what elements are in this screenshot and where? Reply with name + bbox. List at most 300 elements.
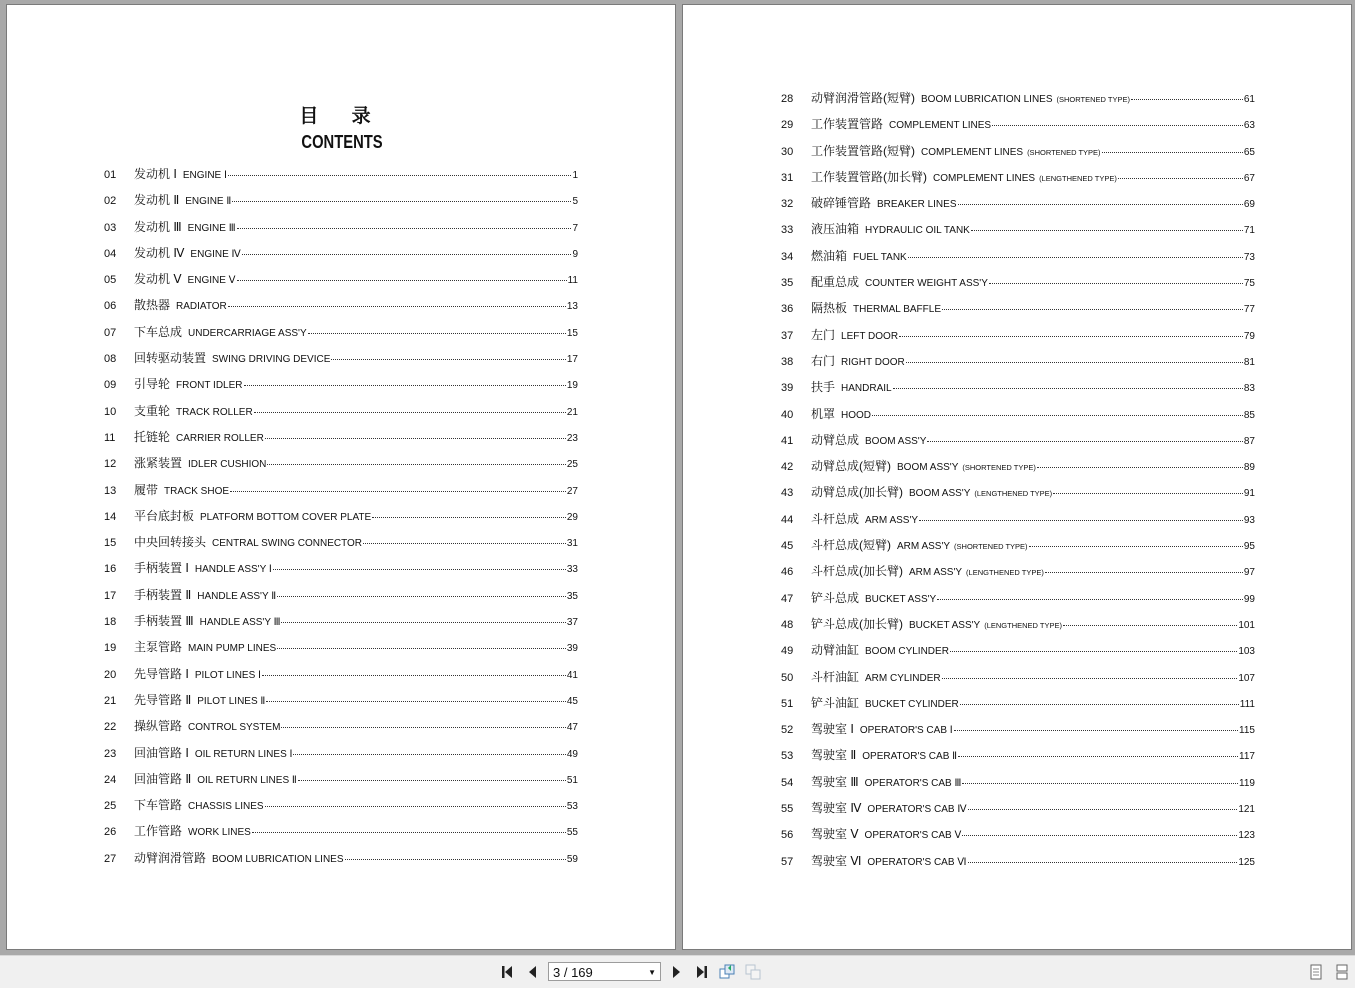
entry-page-number: 9	[572, 248, 578, 260]
entry-number: 44	[781, 513, 794, 526]
entry-title-chinese: 工作装置管路(加长臂)	[811, 169, 927, 184]
entry-page-number: 51	[566, 774, 578, 786]
entry-page-number: 39	[566, 643, 578, 655]
entry-page-number: 31	[566, 538, 578, 550]
entry-title-chinese: 发动机 Ⅲ	[134, 219, 182, 234]
entry-title-chinese: 铲斗总成(加长臂)	[811, 616, 903, 631]
dot-leader	[277, 596, 566, 597]
continuous-view-icon[interactable]	[1334, 964, 1350, 980]
entry-page-number: 11	[567, 275, 578, 287]
entry-title-chinese: 破碎锤管路	[811, 196, 872, 211]
entry-number: 09	[104, 379, 117, 392]
entry-page-number: 1	[572, 170, 578, 181]
entry-title-english: IDLER CUSHION	[188, 459, 267, 471]
toc-entry[interactable]	[781, 536, 1255, 562]
dot-leader	[958, 204, 1243, 205]
toc-entry[interactable]	[104, 481, 578, 507]
dot-leader	[962, 835, 1237, 836]
dot-leader	[950, 651, 1237, 652]
toc-entry[interactable]	[781, 825, 1255, 851]
entry-note: (LENGTHENED TYPE)	[974, 489, 1053, 499]
entry-number: 34	[781, 250, 794, 263]
toc-entry[interactable]	[104, 507, 578, 533]
entry-title-chinese: 主泵管路	[134, 640, 183, 655]
entry-number: 25	[104, 800, 117, 813]
entry-number: 46	[781, 566, 794, 579]
entry-number: 29	[781, 119, 794, 132]
entry-page-number: 75	[1243, 278, 1255, 290]
dot-leader	[927, 441, 1242, 442]
entry-note: (LENGTHENED TYPE)	[1039, 173, 1117, 183]
entry-number: 48	[781, 618, 794, 631]
dot-leader	[968, 809, 1238, 810]
toc-entry[interactable]	[104, 270, 578, 296]
entry-title-chinese: 平台底封板	[134, 508, 195, 523]
entry-number: 38	[781, 355, 794, 368]
entry-page-number: 55	[566, 827, 578, 839]
dot-leader	[230, 491, 566, 492]
entry-number: 30	[781, 145, 794, 158]
toc-entry[interactable]	[104, 691, 578, 717]
entry-title-chinese: 动臂总成(加长臂)	[811, 485, 903, 500]
toc-entry[interactable]	[104, 402, 578, 428]
toc-entry[interactable]	[781, 115, 1255, 141]
entry-number: 18	[104, 616, 117, 629]
entry-number: 05	[104, 274, 117, 287]
toc-entry[interactable]	[104, 218, 578, 244]
dot-leader	[267, 464, 566, 465]
toc-entry[interactable]	[781, 799, 1255, 825]
entry-title-english: HOOD	[841, 409, 872, 421]
previous-page-icon[interactable]	[525, 964, 541, 980]
toc-entry[interactable]	[781, 852, 1255, 878]
entry-title-english: ARM ASS'Y	[897, 541, 951, 553]
toc-entry[interactable]	[104, 638, 578, 664]
entry-title-chinese: 驾驶室 Ⅵ	[811, 853, 862, 868]
toc-entry[interactable]	[781, 773, 1255, 799]
toc-entry[interactable]	[781, 378, 1255, 404]
page-indicator: 3 / 169	[553, 965, 593, 980]
entry-title-chinese: 驾驶室 Ⅴ	[811, 827, 859, 842]
previous-view-icon[interactable]	[719, 964, 735, 980]
toc-entry[interactable]	[781, 273, 1255, 299]
entry-page-number: 61	[1243, 94, 1255, 105]
entry-title-chinese: 驾驶室 Ⅳ	[811, 801, 862, 816]
toc-entry[interactable]	[104, 296, 578, 322]
dot-leader	[989, 283, 1243, 284]
entry-title-english: BUCKET CYLINDER	[865, 698, 959, 710]
dot-leader	[265, 438, 566, 439]
entry-title-english: UNDERCARRIAGE ASS'Y	[188, 327, 307, 339]
toc-entry[interactable]	[104, 349, 578, 375]
dot-leader	[1118, 178, 1243, 179]
dot-leader	[942, 309, 1243, 310]
toc-entry[interactable]	[781, 168, 1255, 194]
chevron-down-icon: ▼	[648, 968, 656, 977]
entry-title-english: MAIN PUMP LINES	[188, 643, 277, 655]
entry-title-english: CENTRAL SWING CONNECTOR	[212, 538, 363, 550]
dot-leader	[237, 228, 572, 229]
document-page-right	[682, 4, 1352, 950]
toc-entry[interactable]	[104, 744, 578, 770]
page-number-select[interactable]	[548, 962, 661, 981]
entry-title-english: OPERATOR'S CAB Ⅳ	[867, 804, 967, 816]
toc-entry[interactable]	[104, 770, 578, 796]
entry-title-english: BUCKET ASS'Y	[865, 593, 937, 605]
toc-entry[interactable]	[781, 431, 1255, 457]
dot-leader	[1102, 152, 1243, 153]
entry-title-english: ENGINE Ⅰ	[182, 170, 227, 181]
entry-number: 57	[781, 855, 794, 868]
entry-page-number: 17	[566, 354, 578, 366]
entry-title-english: THERMAL BAFFLE	[853, 304, 941, 316]
toc-entry[interactable]	[781, 720, 1255, 746]
entry-title-english: BOOM LUBRICATION LINES	[921, 94, 1053, 105]
entry-page-number: 79	[1243, 330, 1255, 342]
entry-title-english: ENGINE Ⅲ	[187, 222, 236, 234]
entry-title-english: ENGINE Ⅱ	[185, 196, 232, 208]
toc-entry[interactable]	[781, 194, 1255, 220]
toc-entry[interactable]	[781, 615, 1255, 641]
entry-page-number: 95	[1243, 541, 1255, 553]
entry-number: 22	[104, 721, 117, 734]
entry-title-english: BOOM ASS'Y	[897, 462, 959, 474]
last-page-icon[interactable]	[693, 964, 709, 980]
entry-note: (SHORTENED TYPE)	[1056, 95, 1130, 104]
dot-leader	[228, 175, 571, 176]
dot-leader	[281, 622, 565, 623]
entry-page-number: 71	[1243, 225, 1255, 237]
entry-title-english: OPERATOR'S CAB Ⅱ	[862, 751, 958, 763]
dot-leader	[281, 727, 565, 728]
dot-leader	[228, 306, 566, 307]
toc-entry[interactable]	[781, 510, 1255, 536]
entry-page-number: 85	[1243, 409, 1255, 421]
entry-number: 56	[781, 829, 794, 842]
toc-entry[interactable]	[104, 244, 578, 270]
dot-leader	[906, 362, 1243, 363]
entry-title-english: BREAKER LINES	[877, 199, 957, 211]
entry-page-number: 69	[1243, 199, 1255, 211]
entry-title-english: FRONT IDLER	[176, 380, 243, 392]
entry-title-chinese: 工作装置管路	[811, 117, 884, 132]
document-page-left	[6, 4, 676, 950]
entry-title-english: HANDLE ASS'Y Ⅲ	[199, 617, 281, 629]
entry-title-chinese: 液压油箱	[811, 222, 860, 237]
entry-title-chinese: 铲斗总成	[811, 590, 860, 605]
toc-entry[interactable]	[781, 562, 1255, 588]
entry-title-english: HANDLE ASS'Y Ⅱ	[197, 590, 277, 602]
entry-number: 32	[781, 198, 794, 211]
entry-title-chinese: 履带	[134, 482, 159, 497]
entry-number: 40	[781, 408, 794, 421]
entry-title-chinese: 动臂总成	[811, 432, 860, 447]
entry-number: 12	[104, 458, 117, 471]
dot-leader	[262, 675, 566, 676]
entry-title-chinese: 工作管路	[134, 824, 183, 839]
entry-title-english: TRACK ROLLER	[176, 406, 253, 418]
entry-title-chinese: 回油管路 Ⅱ	[134, 771, 192, 786]
dot-leader	[277, 648, 566, 649]
entry-page-number: 99	[1243, 593, 1255, 605]
entry-title-english: RADIATOR	[176, 301, 227, 313]
entry-number: 02	[104, 195, 117, 208]
entry-page-number: 103	[1238, 646, 1255, 658]
entry-page-number: 49	[566, 748, 578, 760]
toc-title-english: CONTENTS	[301, 132, 383, 152]
entry-title-chinese: 斗杆油缸	[811, 669, 860, 684]
dot-leader	[331, 359, 566, 360]
entry-title-english: ENGINE Ⅳ	[190, 248, 241, 260]
next-view-icon[interactable]	[745, 964, 761, 980]
entry-title-chinese: 手柄装置 Ⅰ	[134, 561, 189, 576]
toc-entry[interactable]	[104, 191, 578, 217]
dot-leader	[252, 832, 566, 833]
dot-leader	[942, 678, 1238, 679]
dot-leader	[899, 336, 1243, 337]
entry-title-chinese: 动臂润滑管路(短臂)	[811, 91, 915, 105]
entry-page-number: 87	[1243, 435, 1255, 447]
dot-leader	[273, 569, 566, 570]
entry-page-number: 119	[1239, 777, 1255, 789]
entry-title-english: COMPLEMENT LINES	[933, 172, 1036, 184]
dot-leader	[308, 333, 566, 334]
entry-number: 35	[781, 277, 794, 290]
entry-page-number: 37	[566, 617, 578, 629]
entry-title-english: ARM ASS'Y	[909, 567, 963, 579]
entry-number: 23	[104, 747, 117, 760]
navigation-toolbar	[0, 955, 1355, 988]
entry-title-english: BOOM CYLINDER	[865, 646, 949, 658]
entry-page-number: 123	[1238, 830, 1255, 842]
entry-number: 06	[104, 300, 117, 313]
entry-title-english: OPERATOR'S CAB Ⅴ	[864, 830, 962, 842]
dot-leader	[1037, 467, 1243, 468]
entry-number: 42	[781, 461, 794, 474]
dot-leader	[1131, 99, 1243, 100]
dot-leader	[242, 254, 572, 255]
entry-note: (SHORTENED TYPE)	[954, 542, 1028, 552]
entry-title-chinese: 发动机 Ⅱ	[134, 193, 180, 208]
entry-title-chinese: 发动机 Ⅰ	[134, 167, 177, 181]
toc-entry[interactable]	[781, 299, 1255, 325]
toc-entry[interactable]	[104, 796, 578, 822]
entry-title-chinese: 回油管路 Ⅰ	[134, 745, 189, 760]
toc-entry[interactable]	[104, 323, 578, 349]
entry-title-chinese: 先导管路 Ⅰ	[134, 666, 189, 681]
entry-title-chinese: 手柄装置 Ⅲ	[134, 614, 194, 629]
entry-number: 08	[104, 353, 117, 366]
entry-title-english: ARM ASS'Y	[865, 514, 919, 526]
entry-title-chinese: 扶手	[811, 380, 836, 395]
entry-title-chinese: 斗杆总成(加长臂)	[811, 564, 903, 579]
toc-entry[interactable]	[104, 165, 578, 191]
toc-entry[interactable]	[781, 457, 1255, 483]
entry-title-chinese: 工作装置管路(短臂)	[811, 143, 915, 158]
entry-page-number: 29	[566, 511, 578, 523]
dot-leader	[872, 415, 1243, 416]
entry-page-number: 111	[1239, 698, 1255, 710]
entry-title-chinese: 操纵管路	[134, 719, 183, 734]
entry-title-chinese: 斗杆总成	[811, 511, 860, 526]
dot-leader	[908, 257, 1243, 258]
entry-note: (SHORTENED TYPE)	[962, 463, 1036, 473]
toc-entry[interactable]	[104, 849, 578, 875]
entry-number: 26	[104, 826, 117, 839]
dot-leader	[919, 520, 1243, 521]
toc-entry[interactable]	[781, 352, 1255, 378]
first-page-icon[interactable]	[500, 964, 516, 980]
entry-number: 21	[104, 694, 117, 707]
toc-entry[interactable]	[781, 589, 1255, 615]
entry-page-number: 7	[572, 222, 578, 234]
toc-entry[interactable]	[104, 612, 578, 638]
entry-title-english: BUCKET ASS'Y	[909, 619, 981, 631]
toc-entry[interactable]	[104, 559, 578, 585]
entry-page-number: 53	[566, 801, 578, 813]
toc-entry[interactable]	[781, 746, 1255, 772]
toc-entry[interactable]	[781, 694, 1255, 720]
entry-title-english: RIGHT DOOR	[841, 356, 905, 368]
entry-page-number: 59	[566, 853, 578, 865]
toc-entry[interactable]	[104, 533, 578, 559]
entry-page-number: 65	[1243, 146, 1255, 158]
dot-leader	[1063, 625, 1237, 626]
entry-title-chinese: 先导管路 Ⅱ	[134, 692, 192, 707]
entry-title-chinese: 动臂润滑管路	[134, 850, 207, 865]
entry-number: 31	[781, 171, 794, 184]
entry-page-number: 13	[566, 301, 578, 313]
toc-entry[interactable]	[104, 586, 578, 612]
entry-number: 39	[781, 382, 794, 395]
entry-title-english: OPERATOR'S CAB Ⅲ	[864, 777, 962, 789]
entry-title-chinese: 左门	[811, 327, 836, 342]
dot-leader	[265, 806, 566, 807]
dot-leader	[363, 543, 566, 544]
entry-number: 13	[104, 484, 117, 497]
entry-number: 16	[104, 563, 117, 576]
entry-title-chinese: 下车管路	[134, 798, 183, 813]
toc-list	[781, 89, 1255, 878]
entry-number: 51	[781, 697, 794, 710]
entry-page-number: 77	[1243, 304, 1255, 316]
entry-number: 43	[781, 487, 794, 500]
toc-entry[interactable]	[781, 641, 1255, 667]
dot-leader	[968, 862, 1238, 863]
dot-leader	[266, 701, 566, 702]
entry-title-chinese: 配重总成	[811, 275, 860, 290]
entry-title-english: FUEL TANK	[853, 251, 907, 263]
entry-page-number: 21	[566, 406, 578, 418]
entry-title-chinese: 回转驱动装置	[134, 351, 207, 366]
entry-number: 41	[781, 434, 794, 447]
toc-entry[interactable]	[781, 326, 1255, 352]
entry-title-chinese: 驾驶室 Ⅱ	[811, 748, 857, 763]
entry-title-english: CHASSIS LINES	[188, 801, 264, 813]
dot-leader	[232, 201, 571, 202]
entry-title-english: BOOM ASS'Y	[865, 435, 927, 447]
entry-title-chinese: 散热器	[134, 298, 171, 313]
toc-entry[interactable]	[104, 665, 578, 691]
entry-title-chinese: 动臂油缸	[811, 643, 860, 658]
dot-leader	[1045, 572, 1243, 573]
entry-number: 47	[781, 592, 794, 605]
entry-number: 37	[781, 329, 794, 342]
entry-title-english: HANDRAIL	[841, 383, 892, 395]
toc-entry[interactable]	[104, 822, 578, 848]
entry-title-english: ARM CYLINDER	[865, 672, 941, 684]
entry-title-english: LEFT DOOR	[841, 330, 899, 342]
entry-title-chinese: 驾驶室 Ⅲ	[811, 774, 859, 789]
entry-page-number: 115	[1239, 725, 1255, 737]
entry-title-english: WORK LINES	[188, 827, 251, 839]
entry-page-number: 5	[572, 196, 578, 208]
toc-entry[interactable]	[104, 454, 578, 480]
entry-page-number: 35	[566, 590, 578, 602]
dot-leader	[954, 730, 1238, 731]
dot-leader	[937, 599, 1243, 600]
dot-leader	[237, 280, 567, 281]
dot-leader	[1053, 493, 1243, 494]
entry-page-number: 19	[566, 380, 578, 392]
toc-entry[interactable]	[781, 89, 1255, 115]
dot-leader	[960, 704, 1239, 705]
entry-title-english: HYDRAULIC OIL TANK	[865, 225, 970, 237]
entry-number: 17	[104, 589, 117, 602]
entry-number: 28	[781, 93, 794, 105]
entry-note: (SHORTENED TYPE)	[1027, 147, 1101, 157]
entry-page-number: 97	[1243, 567, 1255, 579]
entry-title-english: SWING DRIVING DEVICE	[212, 354, 331, 366]
dot-leader	[345, 859, 566, 860]
entry-title-chinese: 发动机 Ⅳ	[134, 245, 185, 260]
entry-number: 55	[781, 803, 794, 816]
entry-title-chinese: 托链轮	[134, 429, 171, 444]
entry-title-chinese: 右门	[811, 353, 836, 368]
dot-leader	[244, 385, 566, 386]
toc-entry[interactable]	[104, 717, 578, 743]
entry-title-chinese: 隔热板	[811, 301, 848, 316]
toc-list	[104, 165, 578, 875]
entry-page-number: 107	[1238, 672, 1255, 684]
entry-note: (LENGTHENED TYPE)	[966, 568, 1044, 578]
toc-entry[interactable]	[781, 247, 1255, 273]
dot-leader	[1029, 546, 1243, 547]
entry-number: 11	[104, 431, 116, 444]
toc-entry[interactable]	[104, 375, 578, 401]
entry-number: 04	[104, 247, 117, 260]
entry-number: 10	[104, 405, 117, 418]
toc-entry[interactable]	[104, 428, 578, 454]
dot-leader	[293, 754, 565, 755]
entry-title-english: TRACK SHOE	[164, 485, 230, 497]
entry-title-english: PILOT LINES Ⅱ	[197, 695, 266, 707]
entry-page-number: 27	[566, 485, 578, 497]
toc-entry[interactable]	[781, 483, 1255, 509]
entry-number: 20	[104, 668, 117, 681]
toc-entry[interactable]	[781, 405, 1255, 431]
toc-entry[interactable]	[781, 668, 1255, 694]
entry-number: 19	[104, 642, 117, 655]
single-page-view-icon[interactable]	[1308, 964, 1324, 980]
toc-entry[interactable]	[781, 220, 1255, 246]
entry-number: 54	[781, 776, 794, 789]
next-page-icon[interactable]	[668, 964, 684, 980]
entry-page-number: 15	[566, 327, 578, 339]
toc-entry[interactable]	[781, 142, 1255, 168]
entry-title-english: ENGINE Ⅴ	[187, 275, 236, 287]
entry-title-english: COMPLEMENT LINES	[889, 120, 992, 132]
